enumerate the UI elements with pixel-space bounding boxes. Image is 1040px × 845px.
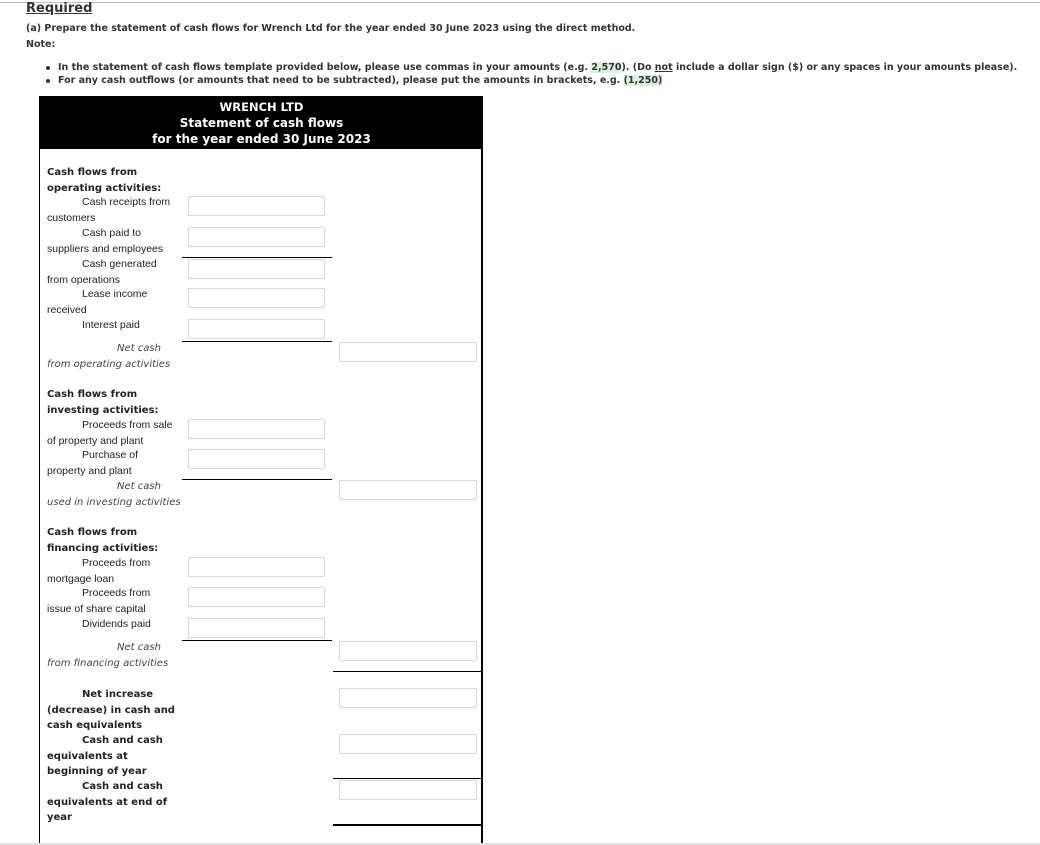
instruction-item: For any cash outflows (or amounts that need to be subtracted), please put the amounts in brackets, e.g. (1,250) [44, 74, 1017, 87]
cash-end-label: Cash and cash equivalents at end of year [47, 781, 168, 823]
purchase-pp-input[interactable] [188, 449, 325, 469]
subtotal-rule [182, 341, 332, 342]
statement-header [40, 97, 483, 149]
operating-heading: Cash flows from operating activities: [47, 167, 162, 194]
bracket-example: (1,250) [623, 75, 663, 86]
proceeds-sale-input[interactable] [188, 419, 325, 439]
cash-generated-input[interactable] [188, 259, 325, 279]
cash-beginning-label: Cash and cash equivalents at beginning of year [47, 735, 163, 777]
proceeds-shares-label: Proceeds from issue of share capital [47, 587, 151, 615]
net-operating-input[interactable] [339, 342, 477, 362]
financing-heading: Cash flows from financing activities: [47, 527, 159, 554]
net-financing-label: Net cash from financing activities [47, 642, 169, 669]
total-rule [333, 671, 483, 672]
not-emphasis: not [654, 62, 673, 73]
company-name: WRENCH LTD [219, 100, 304, 114]
subtotal-rule [182, 479, 332, 480]
cash-generated-label: Cash generated from operations [47, 258, 157, 286]
investing-heading: Cash flows from investing activities: [47, 389, 159, 416]
dividends-paid-label: Dividends paid [82, 618, 151, 630]
net-financing-input[interactable] [339, 641, 477, 661]
net-investing-label: Net cash used in investing activities [47, 481, 181, 508]
note-label: Note: [26, 39, 56, 50]
cash-paid-input[interactable] [188, 227, 325, 247]
statement-period: for the year ended 30 June 2023 [152, 132, 371, 146]
proceeds-mortgage-input[interactable] [188, 557, 325, 577]
subtotal-rule [182, 640, 332, 641]
proceeds-sale-label: Proceeds from sale of property and plant [47, 419, 173, 447]
cash-end-input[interactable] [339, 780, 477, 800]
required-heading: Required [26, 1, 93, 16]
double-total-rule [333, 824, 483, 826]
net-increase-label: Net increase (decrease) in cash and cash equivalents [47, 689, 175, 731]
cash-beginning-input[interactable] [339, 734, 477, 754]
statement-title: Statement of cash flows [179, 116, 344, 130]
lease-income-label: Lease income received [47, 288, 148, 316]
question-text: (a) Prepare the statement of cash flows for Wrench Ltd for the year ended 30 June 2023 using the direct method. [26, 23, 636, 34]
dividends-paid-input[interactable] [188, 618, 325, 638]
net-operating-label: Net cash from operating activities [47, 343, 171, 370]
interest-paid-label: Interest paid [82, 319, 140, 331]
subtotal-rule [182, 257, 332, 258]
interest-paid-input[interactable] [188, 319, 325, 339]
top-divider [0, 2, 1040, 3]
total-rule [333, 778, 483, 779]
instruction-item: In the statement of cash flows template provided below, please use commas in your amounts (e.g. 2,570). (Do not include a dollar sign ($) or any spaces in your amounts please). [44, 61, 1017, 74]
purchase-pp-label: Purchase of property and plant [47, 449, 139, 477]
lease-income-input[interactable] [188, 288, 325, 308]
cash-paid-label: Cash paid to suppliers and employees [47, 227, 164, 255]
net-increase-input[interactable] [339, 688, 477, 708]
cash-receipts-input[interactable] [188, 196, 325, 216]
proceeds-shares-input[interactable] [188, 587, 325, 607]
instruction-list [44, 61, 1017, 87]
net-investing-input[interactable] [339, 480, 477, 500]
cash-receipts-label: Cash receipts from customers [47, 196, 171, 224]
proceeds-mortgage-label: Proceeds from mortgage loan [47, 557, 151, 585]
comma-example: 2,570 [591, 62, 622, 73]
